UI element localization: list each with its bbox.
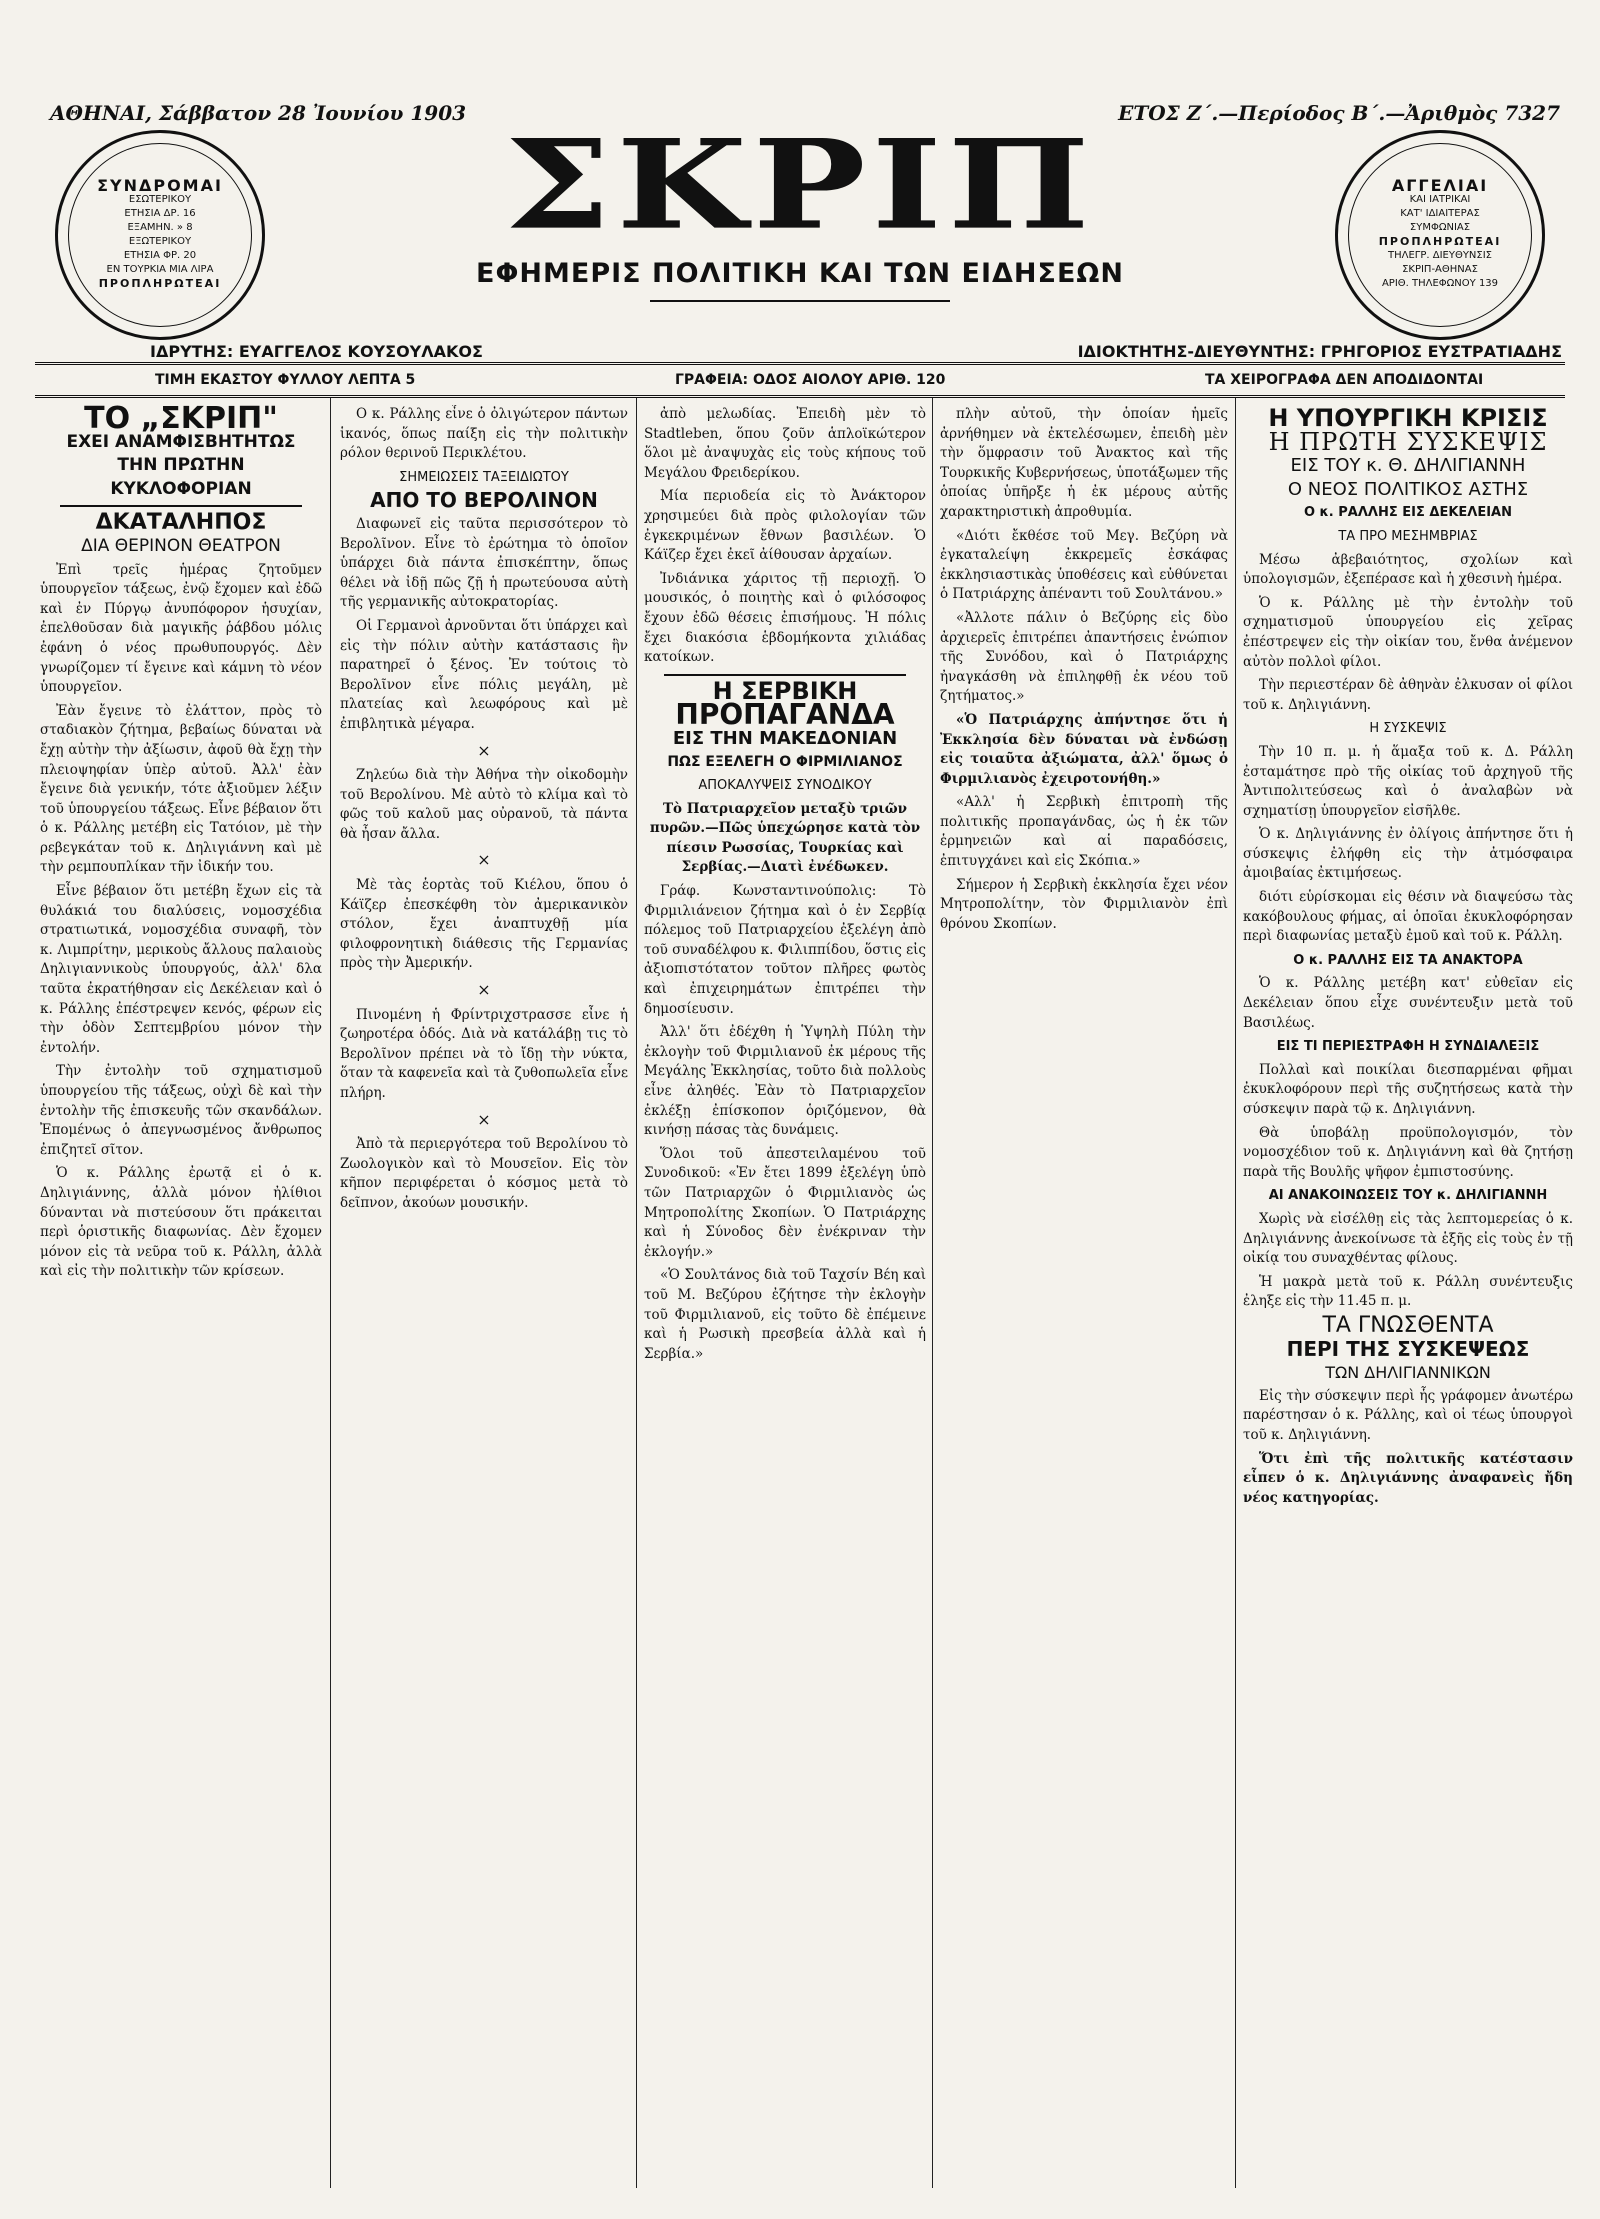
- article-title: Η ΠΡΩΤΗ ΣΥΣΚΕΨΙΣ: [1268, 427, 1548, 456]
- section-divider: ×: [477, 1109, 491, 1129]
- info-bar: [35, 362, 1565, 398]
- owner-line: ΙΔΙΟΚΤΗΤΗΣ-ΔΙΕΥΘΥΝΤΗΣ: ΓΡΗΓΟΡΙΟΣ ΕΥΣΤΡΑΤΙΑΔΗΣ: [1077, 342, 1562, 361]
- section-label: ΑΙ ΑΝΑΚΟΙΝΩΣΕΙΣ ΤΟΥ κ. ΔΗΛΙΓΙΑΝΝΗ: [1268, 1188, 1548, 1204]
- seal-line: ΚΑΙ ΙΑΤΡΙΚΑΙ: [1409, 194, 1471, 205]
- article-paragraph: Μέσω ἀβεβαιότητος, σχολίων καὶ ὑπολογισμῶν, ἐξεπέρασε καὶ ἡ χθεσινὴ ἡμέρα.: [1243, 551, 1573, 588]
- article-paragraph: Σήμερον ἡ Σερβικὴ ἐκκλησία ἔχει νέον Μητροπολίτην, τὸν Φιρμιλιανὸν ἐπὶ θρόνου Σκοπίων.: [940, 876, 1228, 932]
- article-paragraph: Ἡ μακρὰ μετὰ τοῦ κ. Ράλλη συνέντευξις ἐληξε εἰς τὴν 11.45 π. μ.: [1243, 1273, 1573, 1310]
- article-paragraph: Ὁ κ. Ράλλης μὲ τὴν ἐντολὴν τοῦ σχηματισμοῦ ὑπουργείου εἰς χεῖρας ἐπέστρεψεν εἰς τὴν οἰκίαν του, ἔνθα ἀνέμενον αὐτὸν πολλοὶ φίλοι.: [1243, 594, 1573, 670]
- seal-heading: ΑΓΓΕΛΙΑΙ: [1391, 176, 1489, 195]
- article-title: Η ΣΕΡΒΙΚΗ: [712, 676, 858, 705]
- article-title: Η ΥΠΟΥΡΓΙΚΗ ΚΡΙΣΙΣ: [1268, 405, 1548, 432]
- article-paragraph: Τὴν περιεστέραν δὲ ἀθηνὰν ἐλκυσαν οἱ φίλοι τοῦ κ. Δηλιγιάννη.: [1243, 677, 1573, 713]
- article-paragraph: Χωρὶς νὰ εἰσέλθῃ εἰς τὰς λεπτομερείας ὁ κ. Δηλιγιάννης ἀνεκοίνωσε τὰ ἑξῆς εἰς τοὺς ἐν τῇ οἰκίᾳ του συναχθέντας φίλους.: [1243, 1210, 1573, 1267]
- article-title: ΔΚΑΤΑΛΗΠΟΣ: [95, 510, 267, 536]
- article-paragraph: Ὅτι ἐπὶ τῆς πολιτικῆς κατέστασιν εἶπεν ὁ κ. Δηλιγιάννης ἀναφανεὶς ἤδη νέος κατηγορίας.: [1243, 1450, 1573, 1506]
- seal-line: ΣΥΜΦΩΝΙΑΣ: [1409, 222, 1471, 233]
- seal-line: ΕΣΩΤΕΡΙΚΟΥ: [128, 194, 192, 205]
- subtitle-rule: [650, 300, 950, 302]
- article-paragraph: Μία περιοδεία εἰς τὸ Ἀνάκτορον χρησιμεύει διὰ πρὸς φιλολογίαν τῶν ἐγκεκριμένων ἔθνων βασιλέων. Ὁ Κάϊζερ ἔχει ἐκεῖ ἀίθουσαν ἀρχαίων.: [644, 488, 926, 564]
- article-paragraph: Διαφωνεῖ εἰς ταῦτα περισσότερον τὸ Βερολῖνον. Εἶνε τὸ ἐρώτημα τὸ ὁποῖον ὑπάρχει διὰ πάντα ἐπισκέπτην, ὅπως θέλει νὰ ἰδῇ πῶς ζῇ ἡ πρωτεύουσα αὐτὴ τῆς γερμανικῆς αὐτοκρατορίας.: [340, 515, 628, 611]
- article-paragraph: Εἶνε βέβαιον ὅτι μετέβη ἔχων εἰς τὰ θυλάκιά του διαλύσεις, νομοσχέδια στρατιωτικά, νομοσχέδια συναφῆ, τὸν κ. Λιμπρίτην, μερικοὺς ἄλλους παλαιοὺς Δηλιγιαννικοὺς ὑπουργούς, ἀλλ' δλα ταῦτα ἐκρατήθησαν εἰς Δεκέλειαν καὶ ὁ κ. Ράλλης ἐπέστρεψεν κενός, φέρων εἰς τὴν ὁδὸν Σεπτεμβρίου μόνον τὴν ἐντολήν.: [40, 883, 322, 1056]
- section-label: ΣΗΜΕΙΩΣΕΙΣ ΤΑΞΕΙΔΙΩΤΟΥ: [399, 469, 569, 485]
- article-title: ΠΡΟΠΑΓΑΝΔΑ: [675, 698, 895, 732]
- dateline: ΑΘΗΝΑΙ, Σάββατον 28 Ἰουνίου 1903: [50, 101, 467, 125]
- article-paragraph: Ἐὰν ἔγεινε τὸ ἐλάττον, πρὸς τὸ σταδιακὸν ζήτημα, βεβαίως δύναται νὰ ἔχῃ αὐτὴν τὴν ἀξίωσιν, ἀφοῦ θὰ ἔχῃ τὴν πλειοψηφίαν ὑπὲρ αὐτοῦ. Ἀλλ' ἐὰν ἔγεινε διὰ γενικήν, τότε ἀξιοῦμεν λέξιν τοῦ ὑπουργείου τάξεως. Εἶνε βέβαιον ὅτι ὁ κ. Ράλλης μετέβη εἰς Τατόιον, μὲ τὴν ρεβεγκάταν τοῦ κ. Δηλιγιάννη καὶ μὲ τὴν ρεμπουπλίκαν τῆν ἰδικήν του.: [40, 702, 322, 876]
- article-paragraph: Ἰνδιάνικα χάριτος τῇ περιοχῇ. Ὁ μουσικός, ὁ ποιητὴς καὶ ὁ φιλόσοφος ἔχουν ἐδῶ θέσεις ἐπισήμους. Ἡ πόλις ἔχει διακόσια ἑβδομήκοντα χιλιάδας κατοίκων.: [644, 570, 926, 666]
- seal-line: ΠΡΟΠΛΗΡΩΤΕΑΙ: [1378, 235, 1502, 248]
- subscription-seal: [55, 130, 265, 340]
- article-subtitle: ΑΠΟΚΑΛΥΨΕΙΣ ΣΥΝΟΔΙΚΟΥ: [698, 778, 872, 794]
- issue-number: ΕΤΟΣ Ζ΄.—Περίοδος Β΄.—Ἀριθμὸς 7327: [1118, 101, 1560, 125]
- article-paragraph: Ἐπὶ τρεῖς ἡμέρας ζητοῦμεν ὑπουργεῖον τάξεως, ἐνῷ ἔχομεν καὶ ἐδῶ καὶ ἐν Πύργῳ ἀνυπόφορον ἡσυχίαν, ἐπελθοῦσαν διὰ μαγικῆς ῥάβδου μόλις ἐφάνη ὁ νέος πρωθυπουργός. Δὲν γνωρίζομεν τί ἔγεινε καὶ κάμνη τὸ νέον ὑπουργεῖον.: [40, 561, 322, 696]
- separator: [60, 505, 302, 507]
- seal-line: ΤΗΛΕΓΡ. ΔΙΕΥΘΥΝΣΙΣ: [1387, 250, 1492, 261]
- article-paragraph: διότι εὑρίσκομαι εἰς θέσιν νὰ διαψεύσω τὰς κακόβουλους φήμας, αἱ ὁποῖαι ἐκυκλοφόρησαν περὶ διαφωνίας μεταξὺ ἐμοῦ καὶ τοῦ κ. Ράλλη.: [1243, 889, 1573, 945]
- newspaper-title: ΣΚΡΙΠ: [504, 112, 1096, 258]
- seal-line: ΕΞΑΜΗΝ. » 8: [127, 222, 193, 233]
- seal-line: ΚΑΤ' ΙΔΙΑΙΤΕΡΑΣ: [1400, 208, 1480, 219]
- seal-heading: ΣΥΝΔΡΟΜΑΙ: [97, 176, 223, 195]
- promo-headline: ΤΟ „ΣΚΡΙΠ": [84, 405, 278, 436]
- section-label: ΕΙΣ ΤΙ ΠΕΡΙΕΣΤΡΑΦΗ Η ΣΥΝΔΙΑΛΕΞΙΣ: [1276, 1039, 1540, 1055]
- promo-line: ΤΗΝ ΠΡΩΤΗΝ: [117, 455, 245, 476]
- article-subtitle: ΕΙΣ ΤΟΥ κ. Θ. ΔΗΛΙΓΙΑΝΝΗ: [1290, 455, 1526, 477]
- article-title: ΠΕΡΙ ΤΗΣ ΣΥΣΚΕΨΕΩΣ: [1286, 1336, 1530, 1361]
- column-2: [340, 405, 628, 2205]
- seal-line: ΕΤΗΣΙΑ ΦΡ. 20: [123, 250, 197, 261]
- promo-line: ΚΥΚΛΟΦΟΡΙΑΝ: [110, 478, 252, 499]
- article-paragraph: Ὅλοι τοῦ ἀπεστειλαμένου τοῦ Συνοδικοῦ: «Ἐν ἔτει 1899 ἐξελέγη ὑπὸ τῶν Πατριαρχῶν ὁ Φιρμιλιανὸς ὡς Μητροπολίτης Σκοπίων. Ὁ Πατριάρχης καὶ ἡ Σύνοδος δὲν ἐνέκριναν τὴν ἐκλογήν.»: [644, 1145, 926, 1260]
- article-paragraph: Τὴν ἐντολὴν τοῦ σχηματισμοῦ ὑπουργείου τῆς τάξεως, οὐχὶ δὲ καὶ τὴν ἐντολὴν τῆς ἐπισκευῆς τῶν σκανδάλων. Ἐπομένως ὁ ἀπεγνωσμένος ἄνθρωπος ἐπιζητεῖ σῖτον.: [40, 1063, 322, 1158]
- article-subtitle: ΠΩΣ ΕΞΕΛΕΓΗ Ο ΦΙΡΜΙΛΙΑΝΟΣ: [667, 753, 903, 770]
- manuscripts-notice: ΤΑ ΧΕΙΡΟΓΡΑΦΑ ΔΕΝ ΑΠΟΔΙΔΟΝΤΑΙ: [1205, 372, 1484, 388]
- article-paragraph: «Ὁ Σουλτάνος διὰ τοῦ Ταχσίν Βέη καὶ τοῦ Μ. Βεζύρου ἐζήτησε τὴν ἐκλογὴν τοῦ Φιρμιλιανοῦ, εἰς τοῦτο δὲ ἐπέμεινε καὶ ἡ Ρωσικὴ πρεσβεία ἀλλὰ καὶ ἡ Σερβία.»: [644, 1267, 926, 1362]
- article-lead: Τὸ Πατριαρχεῖον μεταξὺ τριῶν πυρῶν.—Πῶς ὑπεχώρησε κατὰ τὸν πίεσιν Ρωσσίας, Τουρκίας καὶ Σερβίας.—Διατὶ ἐνέδωκεν.: [649, 800, 921, 876]
- seal-line: ΕΝ ΤΟΥΡΚΙΑ ΜΙΑ ΛΙΡΑ: [106, 264, 214, 275]
- article-subtitle: ΔΙΑ ΘΕΡΙΝΟΝ ΘΕΑΤΡΟΝ: [81, 535, 281, 556]
- article-paragraph: Πολλαὶ καὶ ποικίλαι διεσπαρμέναι φῆμαι ἐκυκλοφόρουν περὶ τῆς συζητήσεως κατὰ τὴν σύσκεψιν παρὰ τῷ κ. Δηλιγιάννη.: [1243, 1061, 1573, 1117]
- article-title: ΑΠΟ ΤΟ ΒΕΡΟΛΙΝΟΝ: [370, 488, 598, 513]
- column-5: [1243, 405, 1573, 2205]
- section-label: ΤΑ ΠΡΟ ΜΕΣΗΜΒΡΙΑΣ: [1338, 528, 1478, 544]
- article-paragraph: «Ὁ Πατριάρχης ἀπήντησε ὅτι ἡ Ἐκκλησία δὲν δύναται νὰ ἐνδώσῃ εἰς τοιαῦτα ἀξιώματα, ἀλλ' ὅμως ὁ Φιρμιλιανὸς ἐχειροτονήθη.»: [940, 711, 1228, 787]
- column-4: [940, 405, 1228, 2205]
- article-paragraph: «Διότι ἔκθέσε τοῦ Μεγ. Βεζύρη νὰ ἐγκαταλείψη ἐκκρεμεῖς ἐσκάφας ἐκκλησιαστικὰς ὑποθέσεις καὶ εὐθύνεται ὁ Πατριάρχης ἀπέναντι τοῦ Σουλτάνου.»: [940, 527, 1228, 603]
- column-rule: [1235, 398, 1236, 2188]
- article-paragraph: Εἰς τὴν σύσκεψιν περὶ ἧς γράφομεν ἀνωτέρω παρέστησαν ὁ κ. Ράλλης, καὶ οἱ τέως ὑπουργοὶ τοῦ κ. Δηλιγιάννη.: [1243, 1387, 1573, 1443]
- seal-line: ΠΡΟΠΛΗΡΩΤΕΑΙ: [98, 277, 222, 290]
- section-divider: ×: [477, 740, 491, 760]
- article-title: ΤΑ ΓΝΩΣΘΕΝΤΑ: [1322, 1312, 1494, 1338]
- article-paragraph: Οἱ Γερμανοὶ ἀρνοῦνται ὅτι ὑπάρχει καὶ εἰς τὴν πόλιν αὐτὴν κατάστασις ἣν παρατηρεῖ ὁ ξένος. Ἐν τούτοις τὸ Βερολῖνον εἶνε πόλις μεγάλη, μὲ πλατείας καὶ λεωφόρους καὶ μὲ ἐπιβλητικὰ μέγαρα.: [340, 617, 628, 732]
- column-rule: [636, 398, 637, 2188]
- founder-line: ΙΔΡΥΤΗΣ: ΕΥΑΓΓΕΛΟΣ ΚΟΥΣΟΥΛΑΚΟΣ: [150, 342, 483, 361]
- article-subtitle: Ο ΝΕΟΣ ΠΟΛΙΤΙΚΟΣ ΑΣΤΗΣ: [1287, 478, 1529, 500]
- column-1: [40, 405, 322, 2205]
- article-paragraph: Ο κ. Ράλλης εἶνε ὁ ὀλιγώτερον πάντων ἱκανός, ὅπως παίξη εἰς τὴν πολιτικὴν ρόλον θερινοῦ Περικλέτου.: [340, 406, 628, 462]
- article-paragraph: «Αλλ' ἡ Σερβικὴ ἐπιτροπὴ τῆς πολιτικῆς προπαγάνδας, ὡς ἡ ἐκ τῶν ἑρμηνειῶν καὶ αἱ παραδόσεις, ἐπιτυγχάνει καὶ εἰς Σκόπια.»: [940, 794, 1228, 870]
- seal-line: ΑΡΙΘ. ΤΗΛΕΦΩΝΟΥ 139: [1381, 278, 1499, 289]
- article-subtitle: Ο κ. ΡΑΛΛΗΣ ΕΙΣ ΔΕΚΕΛΕΙΑΝ: [1303, 505, 1512, 521]
- section-label: Η ΣΥΣΚΕΨΙΣ: [1369, 721, 1447, 737]
- advertising-seal: [1335, 130, 1545, 340]
- promo-line: ΕΧΕΙ ΑΝΑΜΦΙΣΒΗΤΗΤΩΣ: [66, 431, 296, 452]
- separator: [664, 674, 906, 676]
- column-rule: [330, 398, 331, 2188]
- office-address: ΓΡΑΦΕΙΑ: ΟΔΟΣ ΑΙΟΛΟΥ ΑΡΙΘ. 120: [675, 372, 946, 388]
- article-paragraph: Θὰ ὑποβάλῃ προϋπολογισμόν, τὸν νομοσχέδιον τοῦ κ. Δηλιγιάννη καὶ θὰ ζητήσῃ παρὰ τῆς Βουλῆς ψῆφον ἐμπιστοσύνης.: [1243, 1124, 1573, 1180]
- article-subtitle: ΤΩΝ ΔΗΛΙΓΙΑΝΝΙΚΩΝ: [1325, 1363, 1491, 1383]
- article-paragraph: Γράφ. Κωνσταντινούπολις: Τὸ Φιρμιλιάνειον ζήτημα καὶ ὁ ἐν Σερβίᾳ πόλεμος τοῦ Πατριαρχείου ἐξελέγη ἀπὸ τοῦ συναδέλφου κ. Φιλιππίδου, ὅστις εἰς ἀξιοπιστότατον τοῦτον πλῆρες φωτὸς καὶ ἐπιχειρημάτων ἐπιτρέπει τὴν δημοσίευσιν.: [644, 883, 926, 1017]
- article-paragraph: Ὁ κ. Δηλιγιάννης ἐν ὀλίγοις ἀπήντησε ὅτι ἡ σύσκεψις ἐλήφθη εἰς τὴν ἀτμόσφαιρα ἀμοιβαίας ἐκτιμήσεως.: [1243, 826, 1573, 882]
- column-rule: [932, 398, 933, 2188]
- seal-line: ΣΚΡΙΠ-ΑΘΗΝΑΣ: [1402, 264, 1478, 275]
- article-title: ΕΙΣ ΤΗΝ ΜΑΚΕΔΟΝΙΑΝ: [672, 727, 898, 749]
- article-paragraph: Ὁ κ. Ράλλης μετέβη κατ' εὐθεῖαν εἰς Δεκέλειαν ὅπου εἶχε συνέντευξιν μετὰ τοῦ Βασιλέως.: [1243, 975, 1573, 1031]
- section-divider: ×: [477, 850, 491, 870]
- column-3: [644, 405, 926, 2205]
- article-paragraph: Ἀλλ' ὅτι ἐδέχθη ἡ Ὑψηλὴ Πύλη τὴν ἐκλογὴν τοῦ Φιρμιλιανοῦ ἐκ μέρους τῆς Μεγάλης Ἐκκλησίας, τοῦτο διὰ πολλοὺς εἶνε ἀληθές. Ἐὰν τὸ Πατριαρχεῖον ἐκλέξῃ ἐπίσκοπον ὁριζόμενον, θὰ κινήσῃ πάσας τὰς δυνάμεις.: [644, 1024, 926, 1139]
- article-paragraph: Ζηλεύω διὰ τὴν Ἀθήνα τὴν οἰκοδομὴν τοῦ Βερολίνου. Μὲ αὐτὸ τὸ κλίμα καὶ τὸ φῶς τοῦ καλοῦ μας οὐρανοῦ, τὰ πάντα θὰ ἦσαν ἄλλα.: [340, 767, 628, 842]
- price-text: ΤΙΜΗ ΕΚΑΣΤΟΥ ΦΥΛΛΟΥ ΛΕΠΤΑ 5: [155, 372, 416, 388]
- section-divider: ×: [477, 980, 491, 1000]
- article-paragraph: Τὴν 10 π. μ. ἡ ἅμαξα τοῦ κ. Δ. Ράλλη ἐσταμάτησε πρὸ τῆς οἰκίας τοῦ ἀρχηγοῦ τῆς Ἀντιπολιτεύσεως καὶ ὁ ἀναλαβὼν νὰ σχηματίσῃ ὑπουργεῖον εἰσῆλθε.: [1243, 743, 1573, 819]
- article-paragraph: Πινομένη ἡ Φρίντριχστρασσε εἶνε ἡ ζωηροτέρα ὁδός. Διὰ νὰ κατάλάβῃ τις τὸ Βερολῖνον πρέπει νὰ τὸ ἴδῃ τὴν νύκτα, ὅταν τὰ καφενεῖα καὶ τὰ ζυθοπωλεῖα εἶνε πλήρη.: [340, 1006, 628, 1101]
- article-paragraph: «Ἀλλοτε πάλιν ὁ Βεζύρης εἰς δὺο ἀρχιερεῖς ἐπιτρέπει ἀπαντήσεις ἐνώπιον τῆς Συνόδου, καὶ ὁ Πατριάρχης ἠναγκάσθη νὰ ἐπιληφθῇ ἐκ νέου τοῦ ζητήματος.»: [940, 609, 1228, 705]
- article-paragraph: Ἀπὸ τὰ περιεργότερα τοῦ Βερολίνου τὸ Ζωολογικὸν καὶ τὸ Μουσεῖον. Εἰς τὸν κῆπον περιφέρεται ὁ κόσμος μετὰ τὸ δεῖπνον, ἀκούων μουσικήν.: [340, 1136, 628, 1211]
- section-label: Ο κ. ΡΑΛΛΗΣ ΕΙΣ ΤΑ ΑΝΑΚΤΟΡΑ: [1293, 952, 1523, 968]
- seal-line: ΕΞΩΤΕΡΙΚΟΥ: [128, 236, 192, 247]
- article-paragraph: ἀπὸ μελωδίας. Ἐπειδὴ μὲν τὸ Stadtleben, ὅπου ζοῦν ἁπλοϊκώτερον ὅλοι μὲ ἀναψυχὰς εἰς τοὺς κήπους τοῦ Μεγάλου Φρειδερίκου.: [644, 406, 926, 481]
- article-paragraph: Ὁ κ. Ράλλης ἐρωτᾷ εἰ ὁ κ. Δηλιγιάννης, ἀλλὰ μόνον ἠλίθιοι δύνανται νὰ πιστεύσουν ὅτι πράκειται περὶ ὁριστικῆς διαφωνίας. Δὲν ἔχομεν μόνον εἰς τὰ νεῦρα τοῦ κ. Ράλλη, ἀλλὰ καὶ εἰς τὴν πολιτικὴν τῶν κρίσεων.: [40, 1165, 322, 1280]
- article-paragraph: Μὲ τὰς ἑορτὰς τοῦ Κιέλου, ὅπου ὁ Κάϊζερ ἐπεσκέφθη τὸν ἀμερικανικὸν στόλον, ἔχει ἀναπτυχθῇ μία φιλοφρονητικὴ διάθεσις τῆς Γερμανίας πρὸς τὴν Ἀμερικήν.: [340, 877, 628, 972]
- seal-line: ΕΤΗΣΙΑ ΔΡ. 16: [124, 208, 196, 219]
- article-paragraph: πλὴν αὐτοῦ, τὴν ὁποίαν ἡμεῖς ἀρνήθημεν νὰ ἐκτελέσωμεν, ἐπειδὴ μὲν τὴν ὅμφρασιν τοῦ Ἀνακτος καὶ τῆς Τουρκικῆς Κυβερνήσεως, ὑποτάξωμεν τῆς ὁποίας ὑπῆρξε ἡ ἐκ μέρους αὐτῆς χαρακτηριστικὴ ἀπροθυμία.: [940, 406, 1228, 520]
- newspaper-subtitle: ΕΦΗΜΕΡΙΣ ΠΟΛΙΤΙΚΗ ΚΑΙ ΤΩΝ ΕΙΔΗΣΕΩΝ: [476, 258, 1124, 289]
